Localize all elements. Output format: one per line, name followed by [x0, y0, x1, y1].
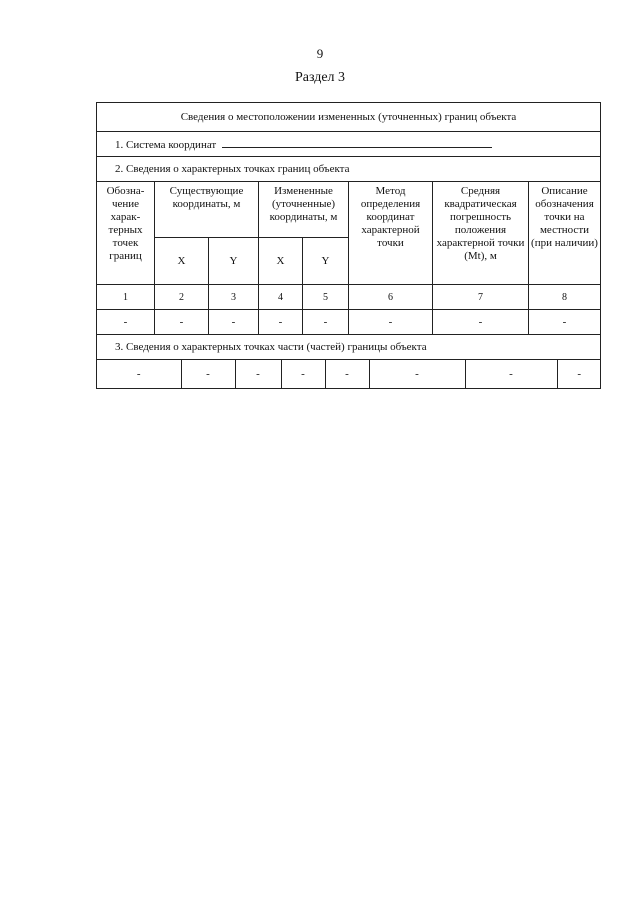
page-number: 9 — [316, 46, 324, 61]
table-cell: - — [529, 310, 601, 335]
table-cell: - — [209, 310, 259, 335]
header-existing-coords: Существующие координаты, м — [155, 182, 259, 238]
column-number: 6 — [349, 285, 433, 310]
table-cell: - — [259, 310, 303, 335]
column-number: 4 — [259, 285, 303, 310]
table-cell: - — [136, 367, 141, 380]
header-x-changed: X — [259, 238, 303, 285]
coord-system-label: 1. Система координат — [115, 138, 217, 151]
data-row — [97, 310, 601, 335]
column-number-row — [97, 285, 601, 310]
boundary-table — [96, 102, 601, 389]
header-y-existing: Y — [209, 238, 259, 285]
column-number: 3 — [209, 285, 259, 310]
table-cell: - — [281, 360, 325, 388]
table-cell: - — [557, 360, 601, 388]
column-number: 2 — [155, 285, 209, 310]
column-number: 7 — [433, 285, 529, 310]
characteristic-points-label: 2. Сведения о характерных точках границ объекта — [97, 157, 601, 182]
table-cell: - — [97, 310, 155, 335]
header-changed-coords: Измененные (уточненные) координаты, м — [259, 182, 349, 238]
header-y-changed: Y — [303, 238, 349, 285]
part-points-label: 3. Сведения о характерных точках части (частей) границы объекта — [97, 335, 601, 360]
column-number: 5 — [303, 285, 349, 310]
table-cell: - — [181, 360, 235, 388]
column-number: 8 — [529, 285, 601, 310]
table-cell: - — [369, 360, 465, 388]
header-x-existing: X — [155, 238, 209, 285]
header-error: Средняя квадратическая погрешность положения характерной точки (Mt), м — [433, 182, 529, 285]
header-description: Описание обозначения точки на местности (при наличии) — [529, 182, 601, 285]
table-cell: - — [325, 360, 369, 388]
coord-system-blank-line — [222, 137, 492, 148]
header-method: Метод определения координат характерной точки — [349, 182, 433, 285]
coord-system-row — [97, 132, 601, 157]
part-row-cells — [97, 360, 601, 388]
header-designation: Обозна-чение харак-терных точек границ — [97, 182, 155, 285]
section-title: Раздел 3 — [294, 70, 346, 85]
table-cell: - — [303, 310, 349, 335]
table-cell: - — [433, 310, 529, 335]
table-cell: - — [349, 310, 433, 335]
table-cell: - — [465, 360, 557, 388]
table-cell: - — [235, 360, 281, 388]
column-number: 1 — [97, 285, 155, 310]
part-row — [97, 360, 601, 389]
part-row-container — [97, 360, 601, 389]
table-title: Сведения о местоположении измененных (уточненных) границ объекта — [97, 103, 601, 132]
table-cell: - — [155, 310, 209, 335]
